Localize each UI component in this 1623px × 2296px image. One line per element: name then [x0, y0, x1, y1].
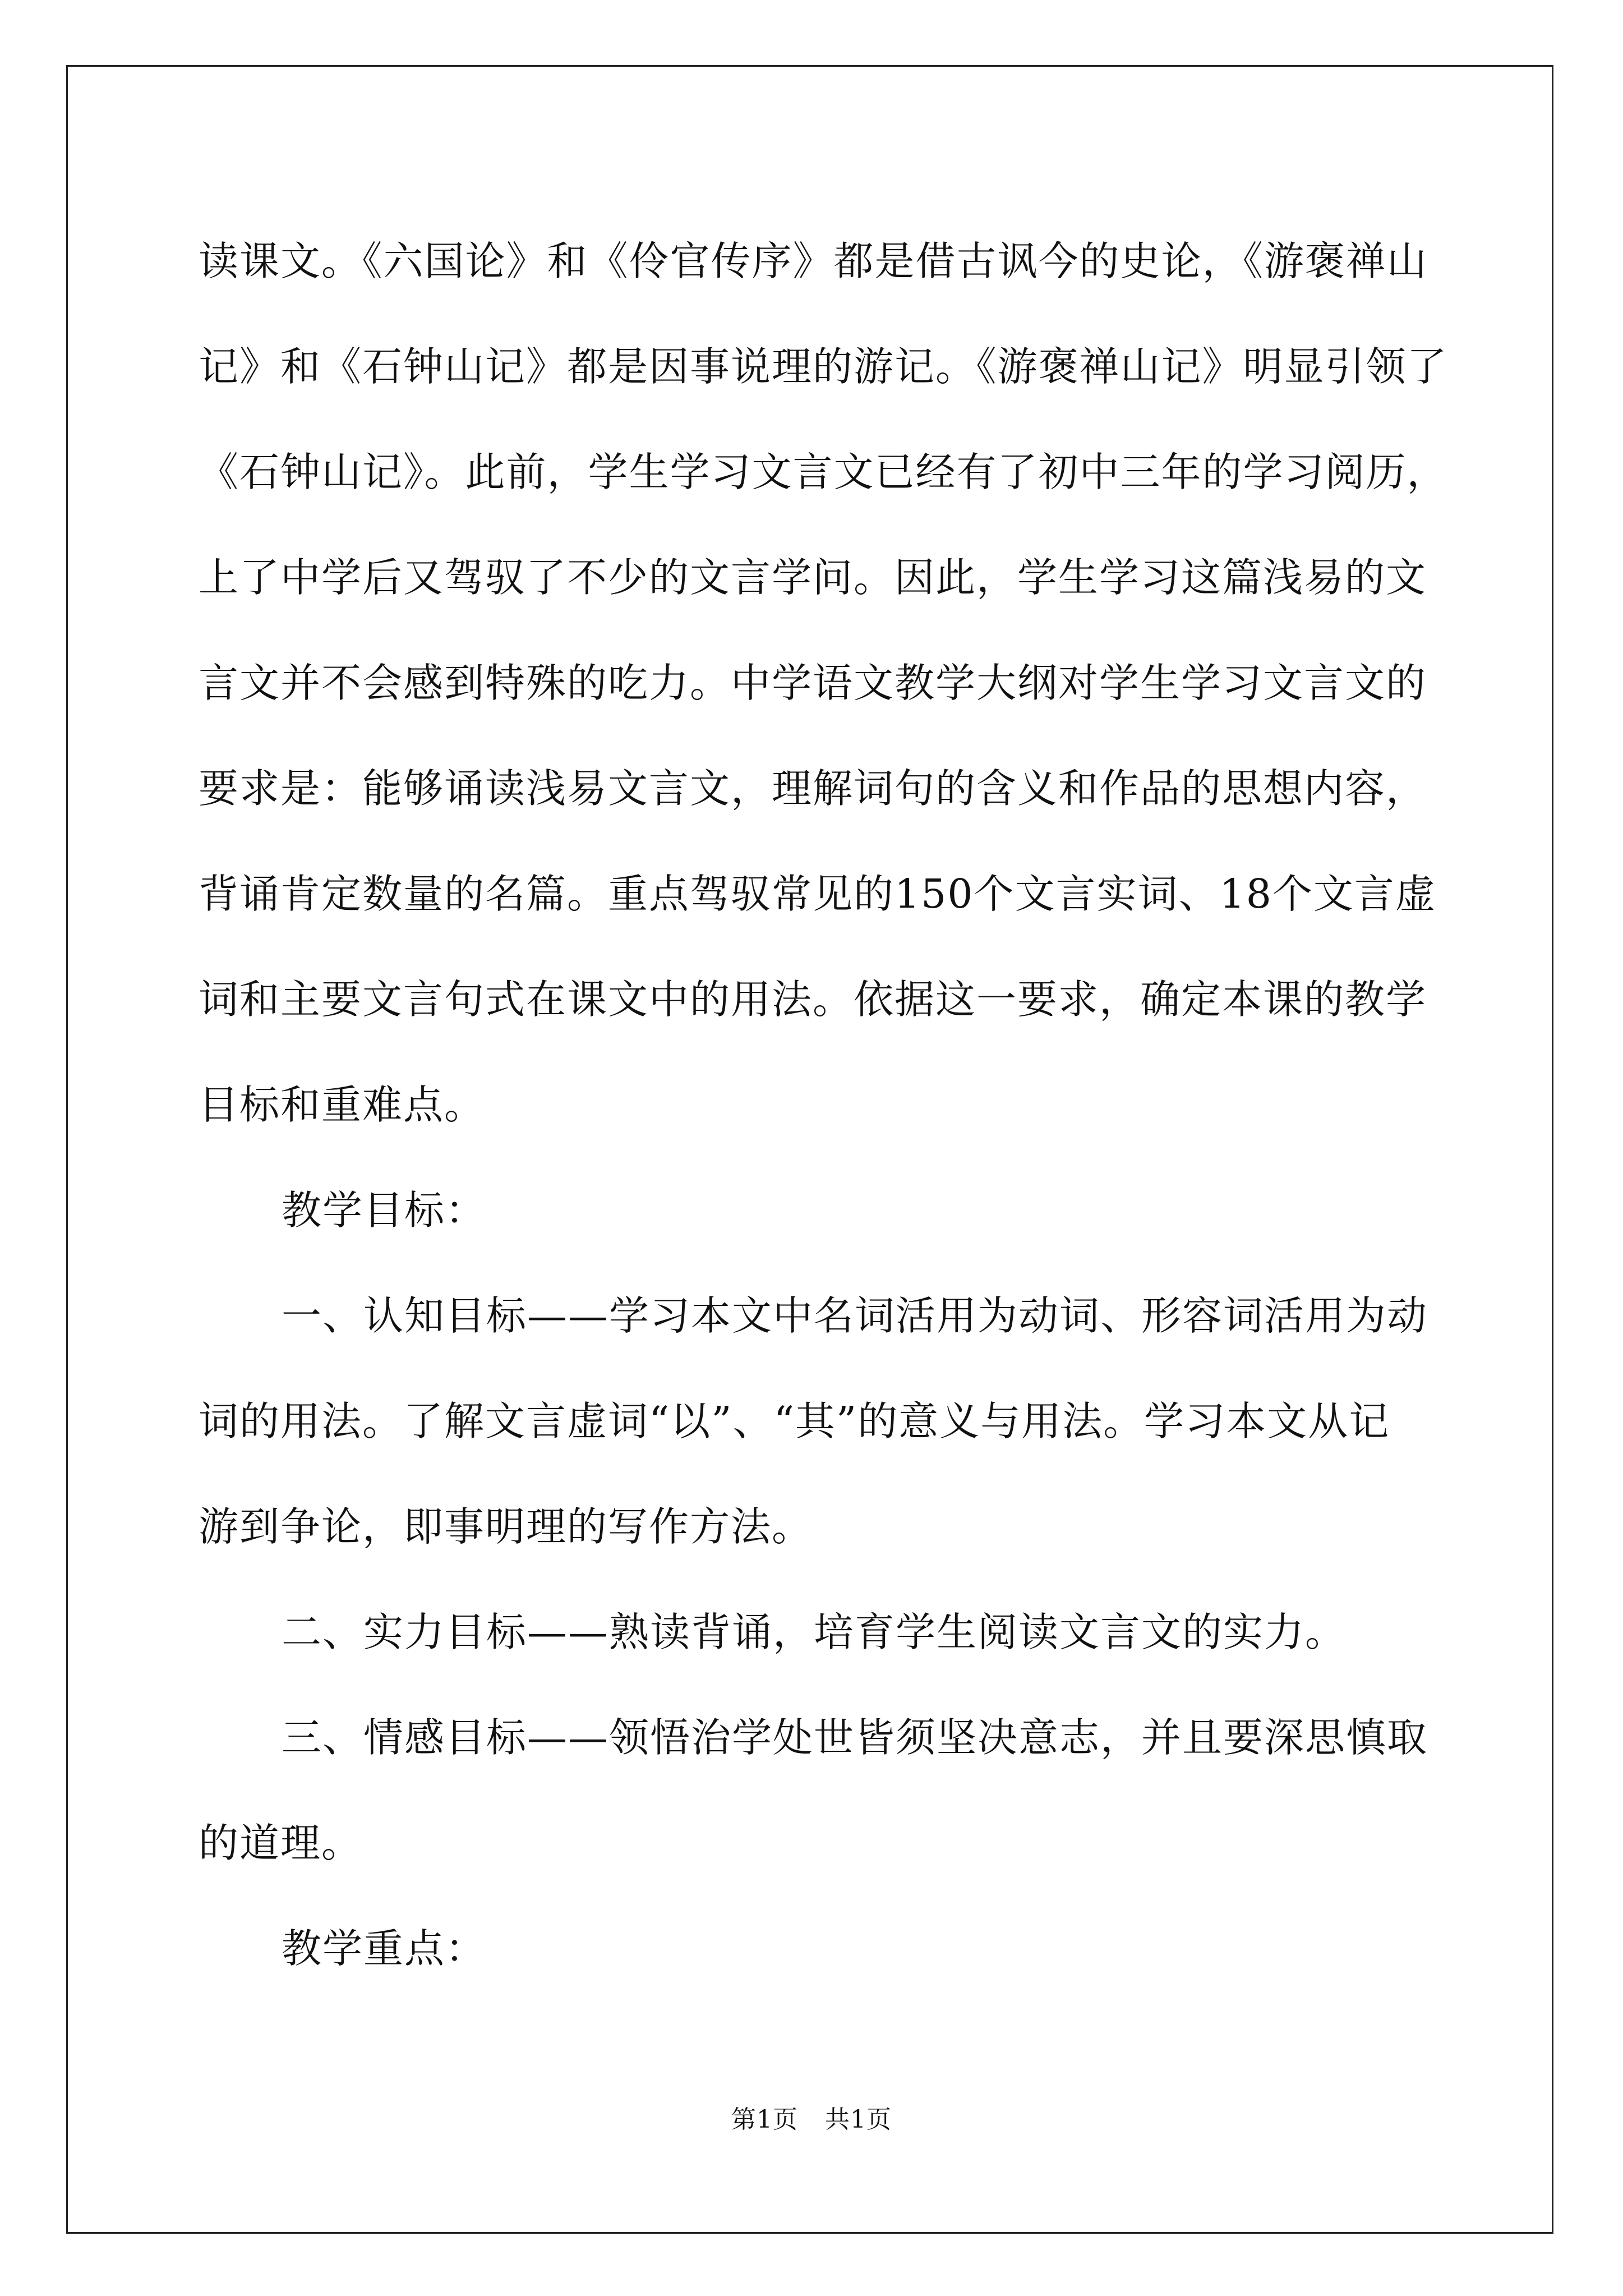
text-line: 的道理。 — [199, 1820, 363, 1866]
text-line: 上了中学后又驾驭了不少的文言学问。因此，学生学习这篇浅易的文 — [199, 554, 1427, 601]
text-line: 记》和《石钟山记》都是因事说理的游记。《游褒禅山记》明显引领了 — [199, 343, 1448, 390]
text-line: 三、情感目标——领悟治学处世皆须坚决意志，并且要深思慎取 — [282, 1714, 1428, 1761]
text-line: 言文并不会感到特殊的吃力。中学语文教学大纲对学生学习文言文的 — [199, 660, 1427, 706]
text-line: 游到争论，即事明理的写作方法。 — [199, 1503, 813, 1550]
text-line: 背诵肯定数量的名篇。重点驾驭常见的150个文言实词、18个文言虚 — [199, 871, 1436, 917]
text-line: 一、认知目标——学习本文中名词活用为动词、形容词活用为动 — [282, 1292, 1428, 1339]
text-line: 读课文。《六国论》和《伶官传序》都是借古讽今的史论，《游褒禅山 — [199, 238, 1428, 284]
heading-teaching-goals — [199, 1158, 1427, 1263]
paragraph-goal-ability — [199, 1580, 1427, 1685]
paragraph-goal-emotion — [199, 1685, 1427, 1896]
text-line: 《石钟山记》。此前，学生学习文言文已经有了初中三年的学习阅历， — [199, 449, 1448, 495]
heading-key-points — [199, 1896, 1427, 2001]
text-line: 目标和重难点。 — [199, 1082, 486, 1128]
page-footer — [0, 2099, 1623, 2135]
page-number: 第1页 — [731, 2105, 798, 2134]
paragraph-intro — [199, 209, 1448, 1158]
heading-text: 教学目标： — [282, 1187, 487, 1234]
text-line: 词的用法。了解文言虚词“以”、“其”的意义与用法。学习本文从记 — [199, 1398, 1390, 1444]
text-line: 词和主要文言句式在课文中的用法。依据这一要求，确定本课的教学 — [199, 976, 1427, 1023]
page-total: 共1页 — [825, 2105, 892, 2134]
document-body — [199, 209, 1448, 2001]
heading-text: 教学重点： — [282, 1925, 487, 1972]
text-line: 二、实力目标——熟读背诵，培育学生阅读文言文的实力。 — [282, 1609, 1347, 1655]
paragraph-goal-cognitive — [199, 1263, 1427, 1580]
text-line: 要求是：能够诵读浅易文言文，理解词句的含义和作品的思想内容， — [199, 765, 1427, 812]
